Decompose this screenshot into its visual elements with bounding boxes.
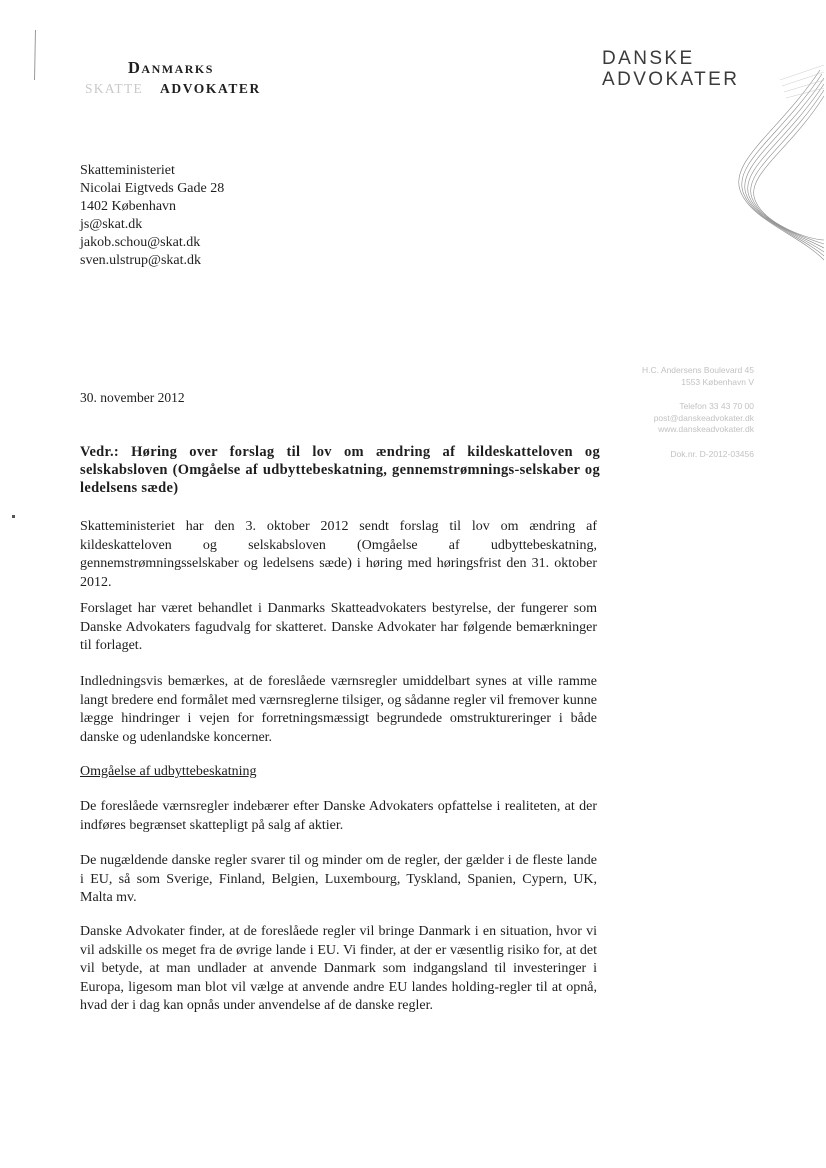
recipient-email: js@skat.dk: [80, 217, 143, 232]
recipient-address: [80, 162, 224, 270]
logo-left-bold-word: ADVOKATER: [160, 81, 261, 96]
document-number: Dok.nr. D-2012-03456: [670, 448, 754, 459]
logo-left-line1: Danmarks: [128, 58, 214, 77]
sender-phone: Telefon 33 43 70 00: [679, 401, 754, 411]
logo-wave-lines-graphic: [720, 60, 825, 270]
recipient-email: jakob.schou@skat.dk: [80, 235, 201, 250]
body-paragraph: Indledningsvis bemærkes, at de foreslåede værnsregler umiddelbart synes at ville ramme langt bredere end formålet med værnsreglerne tilsiger, og sådanne regler vil fremover kunne lægge hindringer i vejen for forretningsmæssigt begrundede omstruktureringer i både danske og udenlandske koncerner.: [80, 674, 597, 745]
logo-left-faded-word: SKATTE: [85, 81, 144, 96]
sender-website: www.danskeadvokater.dk: [658, 424, 754, 434]
logo-right-line2: ADVOKATER: [602, 69, 740, 90]
subject-line: Vedr.: Høring over forslag til lov om ændring af kildeskatteloven og selskabsloven (Omgåelse af udbyttebeskatning, gennemstrømnings-selskaber og ledelsens sæde): [80, 444, 600, 496]
recipient-line: 1402 København: [80, 199, 177, 214]
recipient-line: Nicolai Eigtveds Gade 28: [80, 181, 225, 196]
sender-contact-block: [612, 365, 754, 460]
section-heading: Omgåelse af udbyttebeskatning: [80, 764, 257, 779]
body-paragraph: De foreslåede værnsregler indebærer efter Danske Advokaters opfattelse i realiteten, at der indføres begrænset skattepligt på salg af aktier.: [80, 799, 597, 833]
body-paragraph: Danske Advokater finder, at de foreslåede regler vil bringe Danmark i en situation, hvor vi vil adskille os meget fra de øvrige lande i EU. Vi finder, at der er væsentlig risiko for, at det vil betyde, at man undlader at anvende Danmark som indgangsland til investeringer i Europa, ligesom man blot vil vælge at anvende andre EU landes holding-regler til at opnå, hvad der i dag kan opnås under anvendelse af de danske regler.: [80, 924, 597, 1013]
body-paragraph: Skatteministeriet har den 3. oktober 2012 sendt forslag til lov om ændring af kildeskatteloven og selskabsloven (Omgåelse af udbyttebeskatning, gennemstrømningsselskaber og ledelsens sæde) i høring med høringsfrist den 31. oktober 2012.: [80, 519, 597, 590]
margin-pen-mark: [34, 30, 36, 80]
body-paragraph: Forslaget har været behandlet i Danmarks Skatteadvokaters bestyrelse, der fungerer som Danske Advokaters fagudvalg for skatteret. Danske Advokater har følgende bemærkninger til forlaget.: [80, 601, 597, 653]
danmarks-skatteadvokater-logo: [80, 58, 310, 103]
scan-speck: [12, 515, 15, 518]
recipient-line: Skatteministeriet: [80, 163, 175, 178]
recipient-email: sven.ulstrup@skat.dk: [80, 253, 201, 268]
body-paragraph: De nugældende danske regler svarer til og minder om de regler, der gælder i de fleste lande i EU, så som Sverige, Finland, Belgien, Luxembourg, Tyskland, Spanien, Cypern, UK, Malta mv.: [80, 853, 597, 905]
letter-date: 30. november 2012: [80, 390, 185, 405]
sender-email: post@danskeadvokater.dk: [653, 412, 754, 423]
logo-right-line1: DANSKE: [602, 48, 695, 69]
logo-left-line2: [80, 81, 310, 103]
sender-address-line: H.C. Andersens Boulevard 45: [642, 365, 754, 375]
sender-address-line: 1553 København V: [681, 376, 754, 387]
